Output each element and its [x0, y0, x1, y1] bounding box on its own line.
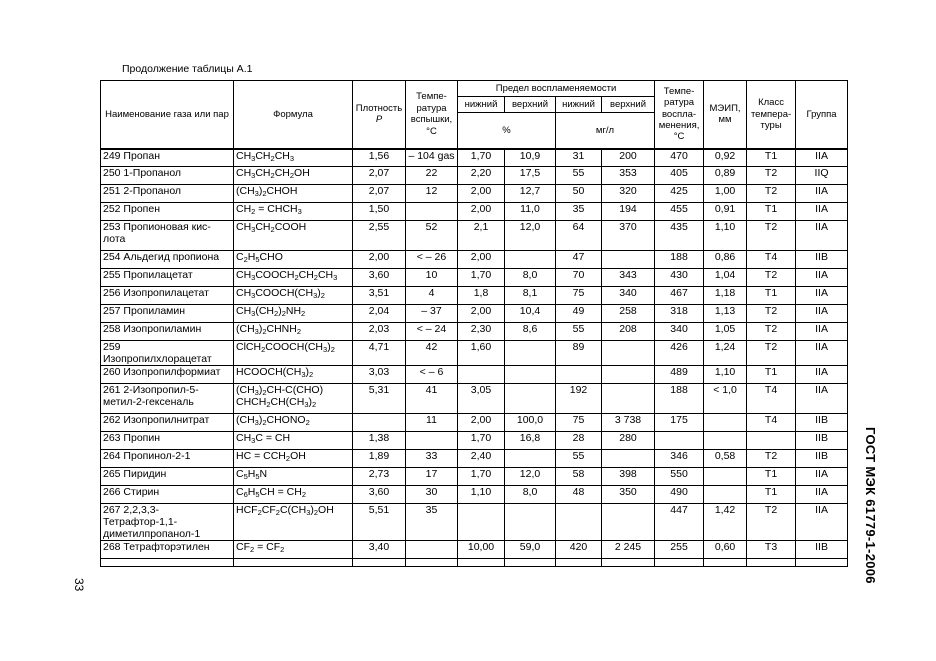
empty-cell — [505, 559, 556, 567]
lower-limit-pct-cell: 2,30 — [458, 323, 505, 341]
group-cell: IIA — [796, 149, 848, 167]
ignition-temp-cell: 489 — [655, 366, 704, 384]
empty-cell — [101, 559, 234, 567]
header-name: Наименование газа или пар — [101, 81, 234, 149]
mesg-cell: 1,42 — [704, 504, 747, 541]
upper-limit-mg-cell: 343 — [602, 269, 655, 287]
upper-limit-mg-cell: 208 — [602, 323, 655, 341]
mesg-cell: 1,18 — [704, 287, 747, 305]
flash-point-cell — [406, 541, 458, 559]
temp-class-cell: T1 — [747, 366, 796, 384]
gas-name-cell: 255 Пропилацетат — [101, 269, 234, 287]
formula-cell: $CH_3C$ = CH — [234, 432, 353, 450]
lower-limit-pct-cell: 1,70 — [458, 432, 505, 450]
density-cell — [353, 414, 406, 432]
formula-cell: $(CH_3)_2CHNH_2$ — [234, 323, 353, 341]
temp-class-cell: T4 — [747, 251, 796, 269]
lower-limit-mg-cell: 28 — [556, 432, 602, 450]
density-cell: 5,31 — [353, 384, 406, 414]
gas-name-cell: 263 Пропин — [101, 432, 234, 450]
lower-limit-mg-cell: 420 — [556, 541, 602, 559]
table-row — [101, 366, 848, 384]
gas-name-cell: 249 Пропан — [101, 149, 234, 167]
density-cell: 5,51 — [353, 504, 406, 541]
flash-point-cell: 35 — [406, 504, 458, 541]
upper-limit-pct-cell: 16,8 — [505, 432, 556, 450]
upper-limit-mg-cell: 370 — [602, 221, 655, 251]
upper-limit-pct-cell: 8,0 — [505, 486, 556, 504]
density-cell: 1,89 — [353, 450, 406, 468]
group-cell: IIA — [796, 366, 848, 384]
table-row — [101, 414, 848, 432]
formula-cell: $C_6H_5CH = CH_2$ — [234, 486, 353, 504]
lower-limit-pct-cell: 10,00 — [458, 541, 505, 559]
temp-class-cell: T4 — [747, 384, 796, 414]
upper-limit-pct-cell: 11,0 — [505, 203, 556, 221]
density-cell: 3,03 — [353, 366, 406, 384]
mesg-cell: 0,91 — [704, 203, 747, 221]
gas-name-cell: 266 Стирин — [101, 486, 234, 504]
upper-limit-pct-cell: 59,0 — [505, 541, 556, 559]
header-flash: Темпе-ратура вспышки, °С — [406, 81, 458, 149]
group-cell: IIA — [796, 203, 848, 221]
table-row — [101, 384, 848, 414]
upper-limit-mg-cell: 258 — [602, 305, 655, 323]
lower-limit-pct-cell: 2,00 — [458, 305, 505, 323]
ignition-temp-cell: 255 — [655, 541, 704, 559]
ignition-temp-cell: 318 — [655, 305, 704, 323]
table-row — [101, 341, 848, 366]
gas-name-cell: 264 Пропинол-2-1 — [101, 450, 234, 468]
formula-cell: $CH_3CH_2CH_2OH$ — [234, 167, 353, 185]
mesg-cell: 1,24 — [704, 341, 747, 366]
formula-cell: $HCOOCH(CH_3)_2$ — [234, 366, 353, 384]
temp-class-cell: T2 — [747, 323, 796, 341]
lower-limit-pct-cell: 3,05 — [458, 384, 505, 414]
upper-limit-pct-cell: 10,9 — [505, 149, 556, 167]
mesg-cell: 1,10 — [704, 221, 747, 251]
formula-cell: $CH_3COOCH_2CH_2CH_3$ — [234, 269, 353, 287]
mesg-cell: 0,89 — [704, 167, 747, 185]
table-row — [101, 432, 848, 450]
group-cell: IIB — [796, 432, 848, 450]
flash-point-cell: 41 — [406, 384, 458, 414]
density-cell: 2,00 — [353, 251, 406, 269]
mesg-cell: 1,10 — [704, 366, 747, 384]
flash-point-cell — [406, 203, 458, 221]
header-limits: Предел воспламеняемости — [458, 81, 655, 97]
flash-point-cell: 17 — [406, 468, 458, 486]
mesg-cell: 1,04 — [704, 269, 747, 287]
header-density-label: Плотность — [355, 102, 403, 114]
temp-class-cell — [747, 432, 796, 450]
mesg-cell — [704, 468, 747, 486]
formula-cell: $(CH_3)_2CHONO_2$ — [234, 414, 353, 432]
density-cell: 3,51 — [353, 287, 406, 305]
header-group: Группа — [796, 81, 848, 149]
lower-limit-mg-cell: 47 — [556, 251, 602, 269]
lower-limit-mg-cell: 75 — [556, 287, 602, 305]
flash-point-cell: 52 — [406, 221, 458, 251]
table-row — [101, 504, 848, 541]
flash-point-cell: 12 — [406, 185, 458, 203]
mesg-cell — [704, 486, 747, 504]
group-cell: IIA — [796, 185, 848, 203]
ignition-temp-cell: 425 — [655, 185, 704, 203]
upper-limit-mg-cell: 353 — [602, 167, 655, 185]
lower-limit-pct-cell — [458, 504, 505, 541]
lower-limit-pct-cell: 1,70 — [458, 269, 505, 287]
upper-limit-pct-cell — [505, 366, 556, 384]
gas-name-cell: 254 Альдегид пропиона — [101, 251, 234, 269]
flash-point-cell — [406, 432, 458, 450]
density-cell: 2,07 — [353, 167, 406, 185]
temp-class-cell: T2 — [747, 221, 796, 251]
upper-limit-mg-cell — [602, 251, 655, 269]
flash-point-cell: – 104 gas — [406, 149, 458, 167]
upper-limit-pct-cell: 17,5 — [505, 167, 556, 185]
ignition-temp-cell: 188 — [655, 384, 704, 414]
table-row — [101, 221, 848, 251]
formula-cell: $(CH_3)_2CH-C(CHO)$ $CHCH_2CH(CH_3)_2$ — [234, 384, 353, 414]
mesg-cell: < 1,0 — [704, 384, 747, 414]
group-cell: IIA — [796, 221, 848, 251]
density-cell: 2,03 — [353, 323, 406, 341]
group-cell: IIB — [796, 251, 848, 269]
gas-name-cell: 265 Пиридин — [101, 468, 234, 486]
lower-limit-mg-cell — [556, 504, 602, 541]
lower-limit-mg-cell: 70 — [556, 269, 602, 287]
gas-name-cell: 256 Изопропилацетат — [101, 287, 234, 305]
temp-class-cell: T2 — [747, 167, 796, 185]
mesg-cell: 1,00 — [704, 185, 747, 203]
temp-class-cell: T1 — [747, 203, 796, 221]
lower-limit-pct-cell: 2,00 — [458, 203, 505, 221]
lower-limit-pct-cell: 1,60 — [458, 341, 505, 366]
upper-limit-pct-cell: 8,0 — [505, 269, 556, 287]
group-cell: IIA — [796, 504, 848, 541]
density-cell: 2,04 — [353, 305, 406, 323]
temp-class-cell: T1 — [747, 486, 796, 504]
upper-limit-pct-cell: 12,0 — [505, 468, 556, 486]
ignition-temp-cell: 470 — [655, 149, 704, 167]
table-row — [101, 486, 848, 504]
gas-name-cell: 259 Изопропилхлорацетат — [101, 341, 234, 366]
header-lower-pct: нижний — [458, 97, 505, 113]
formula-cell: $CH_3CH_2COOH$ — [234, 221, 353, 251]
header-ignition: Темпе-ратура воспла-менения, °С — [655, 81, 704, 149]
ignition-temp-cell: 550 — [655, 468, 704, 486]
temp-class-cell: T2 — [747, 269, 796, 287]
empty-cell — [796, 559, 848, 567]
group-cell: IIA — [796, 269, 848, 287]
gas-name-cell: 252 Пропен — [101, 203, 234, 221]
group-cell: IIQ — [796, 167, 848, 185]
formula-cell: $C_2H_5CHO$ — [234, 251, 353, 269]
lower-limit-pct-cell: 1,70 — [458, 149, 505, 167]
density-cell: 2,55 — [353, 221, 406, 251]
upper-limit-pct-cell — [505, 251, 556, 269]
table-row — [101, 323, 848, 341]
upper-limit-pct-cell — [505, 384, 556, 414]
ignition-temp-cell: 346 — [655, 450, 704, 468]
empty-cell — [747, 559, 796, 567]
gas-name-cell: 250 1-Пропанол — [101, 167, 234, 185]
lower-limit-mg-cell: 55 — [556, 167, 602, 185]
lower-limit-mg-cell: 48 — [556, 486, 602, 504]
mesg-cell — [704, 432, 747, 450]
empty-cell — [458, 559, 505, 567]
lower-limit-mg-cell: 192 — [556, 384, 602, 414]
formula-cell: $CH_3CH_2CH_3$ — [234, 149, 353, 167]
lower-limit-pct-cell: 1,70 — [458, 468, 505, 486]
flash-point-cell: 33 — [406, 450, 458, 468]
gas-name-cell: 262 Изопропилнитрат — [101, 414, 234, 432]
lower-limit-mg-cell: 35 — [556, 203, 602, 221]
upper-limit-pct-cell: 12,7 — [505, 185, 556, 203]
density-cell: 1,56 — [353, 149, 406, 167]
lower-limit-pct-cell: 2,1 — [458, 221, 505, 251]
upper-limit-mg-cell — [602, 450, 655, 468]
ignition-temp-cell: 467 — [655, 287, 704, 305]
lower-limit-pct-cell: 2,00 — [458, 414, 505, 432]
temp-class-cell: T2 — [747, 341, 796, 366]
header-density-symbol: P — [375, 114, 383, 126]
table-row — [101, 185, 848, 203]
mesg-cell: 0,86 — [704, 251, 747, 269]
gas-name-cell: 268 Тетрафторэтилен — [101, 541, 234, 559]
density-cell: 3,40 — [353, 541, 406, 559]
flash-point-cell: 10 — [406, 269, 458, 287]
density-cell: 3,60 — [353, 269, 406, 287]
table-caption: Продолжение таблицы А.1 — [122, 63, 253, 75]
lower-limit-mg-cell: 50 — [556, 185, 602, 203]
upper-limit-pct-cell: 12,0 — [505, 221, 556, 251]
upper-limit-pct-cell — [505, 450, 556, 468]
upper-limit-mg-cell: 2 245 — [602, 541, 655, 559]
group-cell: IIA — [796, 305, 848, 323]
upper-limit-mg-cell — [602, 504, 655, 541]
table-row — [101, 251, 848, 269]
upper-limit-mg-cell: 320 — [602, 185, 655, 203]
density-cell: 2,07 — [353, 185, 406, 203]
lower-limit-mg-cell: 89 — [556, 341, 602, 366]
group-cell: IIA — [796, 341, 848, 366]
lower-limit-mg-cell — [556, 366, 602, 384]
header-upper-pct: верхний — [505, 97, 556, 113]
mesg-cell: 1,13 — [704, 305, 747, 323]
page-number: 33 — [72, 578, 86, 592]
table-row — [101, 203, 848, 221]
formula-cell: HC = $CCH_2OH$ — [234, 450, 353, 468]
lower-limit-mg-cell: 64 — [556, 221, 602, 251]
table-row — [101, 305, 848, 323]
table-row — [101, 167, 848, 185]
group-cell: IIB — [796, 450, 848, 468]
lower-limit-pct-cell: 1,8 — [458, 287, 505, 305]
gas-name-cell: 253 Пропионовая кис-лота — [101, 221, 234, 251]
mesg-cell: 0,92 — [704, 149, 747, 167]
ignition-temp-cell: 490 — [655, 486, 704, 504]
table-row — [101, 149, 848, 167]
upper-limit-mg-cell: 340 — [602, 287, 655, 305]
temp-class-cell: T2 — [747, 185, 796, 203]
ignition-temp-cell: 188 — [655, 251, 704, 269]
upper-limit-mg-cell: 200 — [602, 149, 655, 167]
empty-cell — [234, 559, 353, 567]
lower-limit-pct-cell: 2,00 — [458, 251, 505, 269]
table-row — [101, 269, 848, 287]
flash-point-cell: 11 — [406, 414, 458, 432]
upper-limit-pct-cell: 10,4 — [505, 305, 556, 323]
mesg-cell — [704, 414, 747, 432]
formula-cell: $ClCH_2COOCH(CH_3)_2$ — [234, 341, 353, 366]
table-continuation-row — [101, 559, 848, 567]
standard-designation: ГОСТ МЭК 61779-1-2006 — [863, 427, 878, 584]
lower-limit-pct-cell: 2,20 — [458, 167, 505, 185]
table-row — [101, 450, 848, 468]
header-lower-mg: нижний — [556, 97, 602, 113]
header-density — [353, 81, 406, 149]
upper-limit-mg-cell: 350 — [602, 486, 655, 504]
table-body — [101, 149, 848, 567]
flash-point-cell: < – 24 — [406, 323, 458, 341]
density-cell: 3,60 — [353, 486, 406, 504]
header-temp-class: Класс темпера-туры — [747, 81, 796, 149]
group-cell: IIB — [796, 414, 848, 432]
lower-limit-mg-cell: 75 — [556, 414, 602, 432]
temp-class-cell: T4 — [747, 414, 796, 432]
flash-point-cell: 42 — [406, 341, 458, 366]
header-upper-mg: верхний — [602, 97, 655, 113]
formula-cell: $CH_2$ = $CHCH_3$ — [234, 203, 353, 221]
lower-limit-mg-cell: 49 — [556, 305, 602, 323]
group-cell: IIA — [796, 287, 848, 305]
formula-cell: $CH_3(CH_2)_2NH_2$ — [234, 305, 353, 323]
upper-limit-mg-cell: 3 738 — [602, 414, 655, 432]
temp-class-cell: T1 — [747, 149, 796, 167]
ignition-temp-cell: 405 — [655, 167, 704, 185]
formula-cell: $HCF_2CF_2C(CH_3)_2OH$ — [234, 504, 353, 541]
upper-limit-mg-cell: 280 — [602, 432, 655, 450]
formula-cell: $(CH_3)_2CHOH$ — [234, 185, 353, 203]
group-cell: IIA — [796, 384, 848, 414]
upper-limit-mg-cell: 194 — [602, 203, 655, 221]
ignition-temp-cell: 447 — [655, 504, 704, 541]
header-formula: Формула — [234, 81, 353, 149]
mesg-cell: 0,58 — [704, 450, 747, 468]
flash-point-cell: – 37 — [406, 305, 458, 323]
empty-cell — [406, 559, 458, 567]
upper-limit-pct-cell — [505, 341, 556, 366]
gas-name-cell: 267 2,2,3,3-Тетрафтор-1,1-диметилпропанол-1 — [101, 504, 234, 541]
mesg-cell: 0,60 — [704, 541, 747, 559]
flash-point-cell: 30 — [406, 486, 458, 504]
group-cell: IIA — [796, 486, 848, 504]
ignition-temp-cell — [655, 432, 704, 450]
flash-point-cell: < – 26 — [406, 251, 458, 269]
flash-point-cell: < – 6 — [406, 366, 458, 384]
header-mesg: МЭИП, мм — [704, 81, 747, 149]
upper-limit-pct-cell: 8,6 — [505, 323, 556, 341]
density-cell: 1,50 — [353, 203, 406, 221]
ignition-temp-cell: 435 — [655, 221, 704, 251]
ignition-temp-cell: 430 — [655, 269, 704, 287]
mesg-cell: 1,05 — [704, 323, 747, 341]
gas-name-cell: 251 2-Пропанол — [101, 185, 234, 203]
group-cell: IIA — [796, 468, 848, 486]
empty-cell — [655, 559, 704, 567]
ignition-temp-cell: 175 — [655, 414, 704, 432]
empty-cell — [602, 559, 655, 567]
upper-limit-mg-cell — [602, 341, 655, 366]
lower-limit-mg-cell: 58 — [556, 468, 602, 486]
upper-limit-pct-cell — [505, 504, 556, 541]
temp-class-cell: T3 — [747, 541, 796, 559]
empty-cell — [556, 559, 602, 567]
lower-limit-mg-cell: 55 — [556, 323, 602, 341]
table-row — [101, 541, 848, 559]
header-mgl-unit: мг/л — [556, 113, 655, 149]
temp-class-cell: T2 — [747, 450, 796, 468]
upper-limit-mg-cell: 398 — [602, 468, 655, 486]
empty-cell — [353, 559, 406, 567]
density-cell: 4,71 — [353, 341, 406, 366]
lower-limit-pct-cell: 1,10 — [458, 486, 505, 504]
header-percent-unit: % — [458, 113, 556, 149]
density-cell: 2,73 — [353, 468, 406, 486]
group-cell: IIB — [796, 541, 848, 559]
upper-limit-pct-cell: 100,0 — [505, 414, 556, 432]
temp-class-cell: T1 — [747, 287, 796, 305]
gas-name-cell: 257 Пропиламин — [101, 305, 234, 323]
density-cell: 1,38 — [353, 432, 406, 450]
flash-point-cell: 4 — [406, 287, 458, 305]
ignition-temp-cell: 340 — [655, 323, 704, 341]
table-row — [101, 468, 848, 486]
empty-cell — [704, 559, 747, 567]
upper-limit-pct-cell: 8,1 — [505, 287, 556, 305]
temp-class-cell: T2 — [747, 504, 796, 541]
lower-limit-pct-cell: 2,40 — [458, 450, 505, 468]
formula-cell: $C_5H_5N$ — [234, 468, 353, 486]
gas-name-cell: 258 Изопропиламин — [101, 323, 234, 341]
temp-class-cell: T1 — [747, 468, 796, 486]
upper-limit-mg-cell — [602, 384, 655, 414]
gas-name-cell: 261 2-Изопропил-5-метил-2-гексеналь — [101, 384, 234, 414]
upper-limit-mg-cell — [602, 366, 655, 384]
flash-point-cell: 22 — [406, 167, 458, 185]
group-cell: IIA — [796, 323, 848, 341]
lower-limit-pct-cell — [458, 366, 505, 384]
temp-class-cell: T2 — [747, 305, 796, 323]
formula-cell: $CH_3COOCH(CH_3)_2$ — [234, 287, 353, 305]
formula-cell: $CF_2 = CF_2$ — [234, 541, 353, 559]
gas-name-cell: 260 Изопропилформиат — [101, 366, 234, 384]
lower-limit-mg-cell: 31 — [556, 149, 602, 167]
gas-properties-table — [100, 80, 848, 567]
table-row — [101, 287, 848, 305]
lower-limit-mg-cell: 55 — [556, 450, 602, 468]
ignition-temp-cell: 455 — [655, 203, 704, 221]
ignition-temp-cell: 426 — [655, 341, 704, 366]
lower-limit-pct-cell: 2,00 — [458, 185, 505, 203]
